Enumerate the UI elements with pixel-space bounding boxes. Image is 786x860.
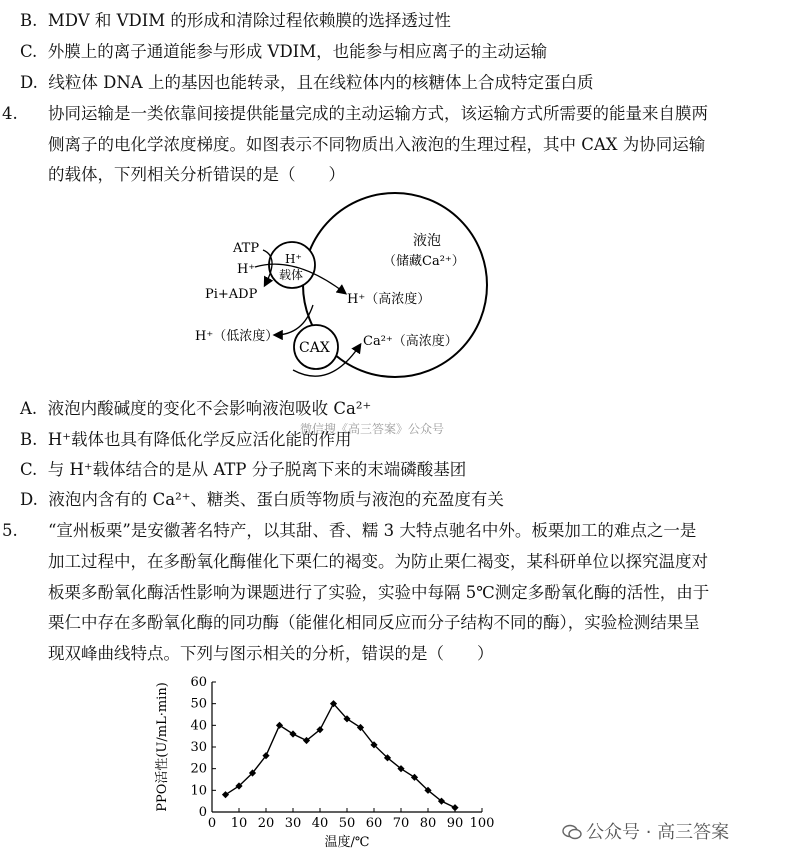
x-tick-label: 0 — [207, 816, 217, 831]
q5-stem-line: 现双峰曲线特点。下列与图示相关的分析，错误的是（ ） — [48, 644, 494, 663]
q5-stem-line: “宣州板栗”是安徽著名特产，以其甜、香、糯 3 大特点驰名中外。板栗加工的难点之一是 — [48, 521, 697, 540]
x-tick-label: 100 — [469, 816, 495, 831]
series-line — [226, 704, 456, 808]
q4-stem-line: 协同运输是一类依靠间接提供能量完成的主动运输方式，该运输方式所需要的能量来自膜两 — [48, 104, 708, 123]
wechat-icon — [562, 824, 582, 840]
x-tick-label: 20 — [257, 816, 275, 831]
x-tick-label: 50 — [338, 816, 356, 831]
y-tick-label: 10 — [190, 783, 207, 799]
q3-option-c: C. 外膜上的离子通道能参与形成 VDIM，也能参与相应离子的主动运输 — [20, 42, 548, 61]
q4-stem-line: 侧离子的电化学浓度梯度。如图表示不同物质出入液泡的生理过程，其中 CAX 为协同运输 — [48, 135, 706, 154]
q3-option-b: B. MDV 和 VDIM 的形成和清除过程依赖膜的选择透过性 — [20, 11, 451, 30]
x-tick-label: 80 — [419, 816, 437, 831]
q4-option-a: A. 液泡内酸碱度的变化不会影响液泡吸收 Ca²⁺ — [20, 399, 372, 418]
data-point — [276, 722, 283, 729]
watermark-bottom-text: 公众号 · 高三答案 — [586, 822, 730, 843]
q5-number: 5. — [2, 521, 18, 540]
h-high-label: H⁺（高浓度） — [347, 292, 431, 307]
carrier-bottom-label: 载体 — [279, 268, 304, 282]
ppo-activity-chart — [150, 672, 510, 854]
q4-option-d: D. 液泡内含有的 Ca²⁺、糖类、蛋白质等物质与液泡的充盈度有关 — [20, 490, 504, 509]
x-tick-label: 90 — [446, 816, 464, 831]
q5-stem-line: 加工过程中，在多酚氧化酶催化下栗仁的褐变。为防止栗仁褐变，某科研单位以探究温度对 — [48, 552, 708, 571]
atp-label: ATP — [233, 241, 260, 256]
vacuole-transport-diagram — [195, 185, 525, 395]
y-tick-label: 40 — [190, 718, 207, 734]
x-tick-label: 10 — [230, 816, 248, 831]
y-tick-label: 20 — [190, 761, 207, 777]
x-tick-label: 70 — [392, 816, 410, 831]
q4-stem-line: 的载体，下列相关分析错误的是（ ） — [48, 165, 345, 184]
y-tick-label: 50 — [190, 696, 207, 712]
vacuole-sub-label: （储藏Ca²⁺） — [383, 254, 465, 269]
carrier-top-label: H⁺ — [285, 252, 302, 266]
x-axis-label: 温度/℃ — [324, 835, 370, 850]
data-point — [222, 791, 229, 798]
data-point — [451, 804, 458, 811]
q3-option-d: D. 线粒体 DNA 上的基因也能转录，且在线粒体内的核糖体上合成特定蛋白质 — [20, 73, 594, 92]
vacuole-label: 液泡 — [413, 233, 441, 249]
cax-label: CAX — [299, 340, 330, 356]
q5-stem-line: 栗仁中存在多酚氧化酶的同功酶（能催化相同反应而分子结构不同的酶），实验检测结果呈 — [48, 613, 700, 632]
y-tick-label: 0 — [198, 805, 207, 820]
x-tick-label: 40 — [311, 816, 329, 831]
ca-high-label: Ca²⁺（高浓度） — [363, 334, 458, 349]
data-point — [289, 730, 296, 737]
y-tick-label: 60 — [190, 675, 207, 690]
q5-stem-line: 板栗多酚氧化酶活性影响为课题进行了实验，实验中每隔 5℃测定多酚氧化酶的活性，由于 — [48, 583, 710, 602]
h-low-label: H⁺（低浓度） — [195, 329, 279, 344]
pi-adp-label: Pi+ADP — [205, 287, 258, 302]
q4-number: 4. — [2, 104, 18, 123]
q4-option-c: C. 与 H⁺载体结合的是从 ATP 分子脱离下来的末端磷酸基团 — [20, 460, 467, 479]
y-tick-label: 30 — [190, 740, 207, 755]
h-plus-label: H⁺ — [237, 262, 256, 277]
watermark-middle: 微信搜《高三答案》公众号 — [300, 422, 445, 436]
y-axis-label: PPO活性(U/mL·min) — [155, 682, 170, 812]
q4-option-b: B. H⁺载体也具有降低化学反应活化能的作用 — [20, 430, 352, 449]
x-tick-label: 60 — [365, 816, 383, 831]
x-tick-label: 30 — [284, 816, 302, 831]
watermark-bottom — [562, 818, 729, 844]
